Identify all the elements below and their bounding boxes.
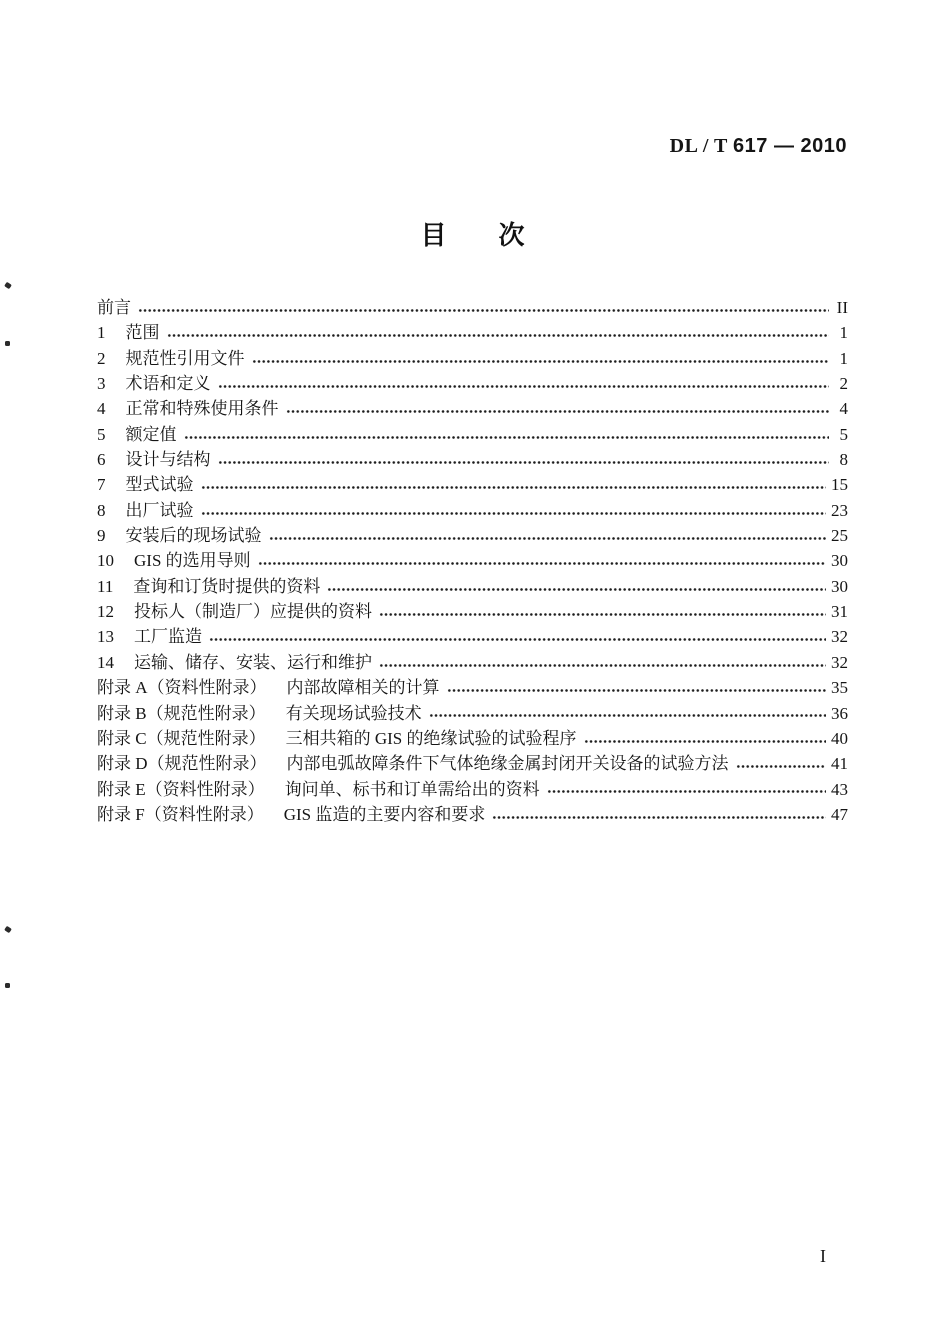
dot-leader [447,675,826,700]
toc-entry-page: 23 [831,500,848,520]
toc-entry [97,447,848,472]
toc-entry-page: 41 [831,754,848,774]
toc-entry-number: 附录 B（规范性附录） [97,703,266,723]
scan-speck [5,341,10,346]
dot-leader [138,295,829,320]
dot-leader [201,498,827,523]
toc-entry-page: 30 [831,551,848,571]
folio-page-number: I [820,1246,826,1266]
toc-entry-title: 有关现场试验技术 [285,703,422,723]
dot-leader [218,447,830,472]
toc-entry [97,371,848,396]
dot-leader [547,777,826,802]
toc-entry-number: 14 [97,652,114,672]
page-title: 目 次 [420,220,525,250]
toc-entry-number: 6 [97,450,106,470]
toc-entry-number: 8 [97,500,106,520]
toc-entry-title: 安装后的现场试验 [125,526,262,546]
toc-entry [97,295,848,320]
dot-leader [167,320,830,345]
toc-entry-page: 1 [839,348,848,368]
dot-leader [429,701,826,726]
toc-entry-number: 11 [97,576,114,596]
toc-entry [97,650,848,675]
dot-leader [218,371,830,396]
dot-leader [269,523,827,548]
toc-entry-number: 9 [97,526,106,546]
standard-code-number: 617 — 2010 [733,135,847,157]
dot-leader [584,726,827,751]
toc-entry-title: 内部电弧故障条件下气体绝缘金属封闭开关设备的试验方法 [286,754,729,774]
scan-speck [5,983,10,988]
toc-entry [97,396,848,421]
toc-entry-page: 40 [831,728,848,748]
toc-entry-number: 4 [97,399,106,419]
toc-entry [97,751,848,776]
toc-entry-number: 附录 F（资料性附录） [97,804,264,824]
toc-entry-title: 运输、储存、安装、运行和维护 [134,652,372,672]
toc-entry-title: GIS 监造的主要内容和要求 [283,804,486,824]
toc-entry-page: 25 [831,526,848,546]
toc-entry-number: 12 [97,602,114,622]
toc-entry-title: 范围 [125,323,160,343]
toc-entry-page: 47 [831,804,848,824]
scan-speck [4,926,12,934]
toc-entry [97,548,848,573]
dot-leader [184,422,830,447]
toc-entry [97,802,848,827]
toc-entry-page: 31 [831,602,848,622]
toc-entry-page: II [836,298,848,317]
toc-entry-title: 前言 [97,298,131,317]
toc-entry [97,472,848,497]
toc-entry [97,498,848,523]
toc-entry-page: 43 [831,779,848,799]
toc-entry-page: 36 [831,703,848,723]
toc-entry-page: 1 [839,323,848,343]
toc-entry [97,346,848,371]
toc-entry-number: 附录 E（资料性附录） [97,779,265,799]
toc-entry-page: 15 [831,475,848,495]
toc-entry-number: 1 [97,323,106,343]
toc-entry-title: 三相共箱的 GIS 的绝缘试验的试验程序 [285,728,577,748]
toc-entry [97,422,848,447]
toc-entry-page: 32 [831,652,848,672]
toc-entry-page: 2 [839,374,848,394]
toc-entry-title: 出厂试验 [125,500,194,520]
standard-code [670,135,847,158]
dot-leader [736,751,826,776]
toc-entry-title: 投标人（制造厂）应提供的资料 [134,602,372,622]
toc-entry-title: 额定值 [125,424,177,444]
toc-entry-number: 附录 D（规范性附录） [97,754,267,774]
toc-entry-number: 7 [97,475,106,495]
toc-entry-number: 3 [97,374,106,394]
toc-entry-page: 4 [839,399,848,419]
dot-leader [492,802,826,827]
standard-code-prefix: DL / T [669,135,728,157]
toc-entry [97,701,848,726]
dot-leader [209,624,826,649]
toc-entry [97,726,848,751]
dot-leader [379,599,826,624]
dot-leader [286,396,830,421]
toc-entry [97,675,848,700]
toc-entry-title: 规范性引用文件 [125,348,245,368]
toc-entry-title: 术语和定义 [125,374,211,394]
dot-leader [258,548,826,573]
toc-entry-page: 32 [831,627,848,647]
dot-leader [252,346,830,371]
toc-entry-number: 附录 C（规范性附录） [97,728,266,748]
toc-entry-page: 5 [839,424,848,444]
toc-entry [97,320,848,345]
toc-entry-number: 2 [97,348,106,368]
toc-entry-title: 内部故障相关的计算 [286,678,440,698]
scan-speck [4,282,12,290]
toc-entry [97,574,848,599]
toc-entry [97,523,848,548]
toc-entry-number: 附录 A（资料性附录） [97,678,267,698]
toc-entry-title: 工厂监造 [134,627,202,647]
toc-entry [97,624,848,649]
toc-entry-title: GIS 的选用导则 [134,551,251,571]
toc-entry-number: 10 [97,551,114,571]
toc-entry [97,777,848,802]
toc-entry-title: 正常和特殊使用条件 [125,399,279,419]
toc-entry-number: 5 [97,424,106,444]
toc-list [97,295,848,827]
toc-entry-title: 设计与结构 [125,450,211,470]
toc-entry-number: 13 [97,627,114,647]
dot-leader [379,650,826,675]
toc-entry-page: 8 [839,450,848,470]
toc-entry-title: 查询和订货时提供的资料 [133,576,321,596]
toc-entry-title: 询问单、标书和订单需给出的资料 [284,779,540,799]
toc-entry-title: 型式试验 [125,475,194,495]
toc-entry [97,599,848,624]
dot-leader [201,472,827,497]
toc-entry-page: 35 [831,678,848,698]
toc-entry-page: 30 [831,576,848,596]
dot-leader [327,574,826,599]
